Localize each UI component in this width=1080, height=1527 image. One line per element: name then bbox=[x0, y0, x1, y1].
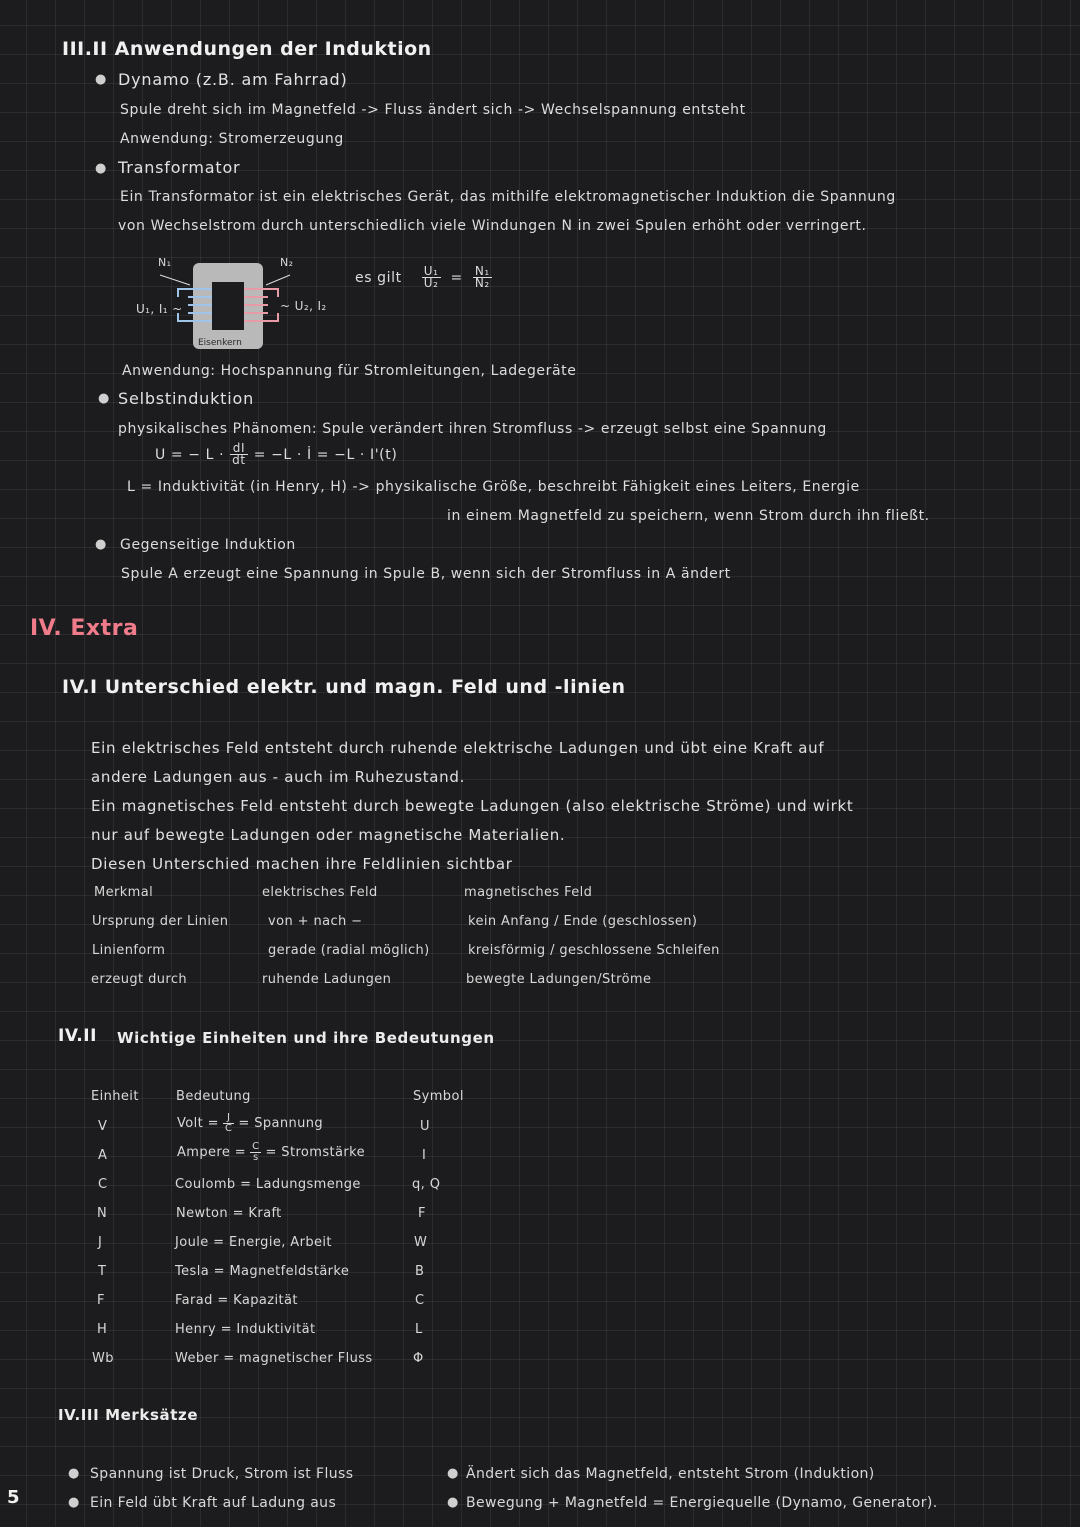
section-4-1-title: IV.I Unterschied elektr. und magn. Feld und -linien bbox=[62, 676, 626, 698]
selbstinduktion-formula bbox=[155, 443, 397, 466]
dynamo-line-1: Spule dreht sich im Magnetfeld -> Fluss ändert sich -> Wechselspannung entsteht bbox=[120, 102, 746, 118]
meaning-cell: Farad = Kapazität bbox=[175, 1293, 298, 1308]
meaning-pre: Ampere = bbox=[177, 1145, 247, 1160]
n1: N₁ bbox=[474, 264, 490, 278]
bullet-dot: ● bbox=[95, 161, 107, 176]
fraction-num: C bbox=[252, 1141, 260, 1152]
unit-cell: T bbox=[98, 1264, 107, 1279]
section-4-2-title: Wichtige Einheiten und ihre Bedeutungen bbox=[117, 1029, 495, 1047]
merksatz-left-2: Ein Feld übt Kraft auf Ladung aus bbox=[90, 1495, 337, 1511]
inductance-line-2: in einem Magnetfeld zu speichern, wenn Strom durch ihn fließt. bbox=[447, 508, 930, 524]
meaning-pre: Volt = bbox=[177, 1116, 219, 1131]
meaning-cell: Weber = magnetischer Fluss bbox=[175, 1351, 373, 1366]
symbol-cell: I bbox=[422, 1148, 427, 1163]
n2-label: N₂ bbox=[280, 256, 294, 269]
formula-end: = −L · İ = −L · I'(t) bbox=[253, 446, 398, 463]
gegenseitige-label: Gegenseitige Induktion bbox=[120, 537, 296, 553]
dt: dt bbox=[232, 453, 246, 467]
merksatz-left-1: Spannung ist Druck, Strom ist Fluss bbox=[90, 1466, 354, 1482]
di: dI bbox=[230, 443, 248, 455]
merksatz-right-1: Ändert sich das Magnetfeld, entsteht Strom (Induktion) bbox=[466, 1466, 875, 1482]
u2: U₂ bbox=[423, 276, 439, 290]
dynamo-label: Dynamo (z.B. am Fahrrad) bbox=[118, 70, 348, 89]
transformator-line-2: von Wechselstrom durch unterschiedlich viele Windungen N in zwei Spulen erhöht oder verringert. bbox=[118, 218, 867, 234]
symbol-cell: C bbox=[415, 1293, 425, 1308]
table-cell: kreisförmig / geschlossene Schleifen bbox=[468, 943, 720, 958]
bullet-dot: ● bbox=[95, 72, 107, 87]
table-header-merkmal: Merkmal bbox=[94, 885, 154, 900]
meaning-post: = Spannung bbox=[238, 1116, 324, 1131]
unit-cell: H bbox=[97, 1322, 108, 1337]
bullet-dot: ● bbox=[447, 1466, 459, 1481]
meaning-cell: Henry = Induktivität bbox=[175, 1322, 316, 1337]
core-label: Eisenkern bbox=[198, 338, 242, 348]
symbol-cell: B bbox=[415, 1264, 425, 1279]
table-header-electric: elektrisches Feld bbox=[262, 885, 378, 900]
unit-cell: J bbox=[98, 1235, 103, 1250]
voltage-ratio bbox=[422, 266, 441, 289]
page-number: 5 bbox=[7, 1487, 20, 1508]
unit-cell: N bbox=[97, 1206, 108, 1221]
n1-label: N₁ bbox=[158, 256, 172, 269]
units-header-meaning: Bedeutung bbox=[176, 1089, 251, 1104]
symbol-cell: U bbox=[420, 1119, 430, 1134]
meaning-cell bbox=[177, 1142, 365, 1163]
table-cell: Linienform bbox=[92, 943, 166, 958]
secondary-label: ~ U₂, I₂ bbox=[280, 299, 327, 313]
symbol-cell: W bbox=[414, 1235, 428, 1250]
bullet-dot: ● bbox=[95, 537, 107, 552]
winding-ratio bbox=[473, 266, 492, 289]
unit-cell: Wb bbox=[92, 1351, 114, 1366]
transformer-formula bbox=[355, 266, 492, 289]
transformer-diagram bbox=[130, 255, 340, 355]
unit-cell: F bbox=[97, 1293, 105, 1308]
transformator-label: Transformator bbox=[118, 158, 241, 177]
table-cell: erzeugt durch bbox=[91, 972, 188, 987]
field-para-2: andere Ladungen aus - auch im Ruhezustand. bbox=[91, 768, 466, 786]
section-4-2-number: IV.II bbox=[58, 1026, 97, 1046]
field-para-3: Ein magnetisches Feld entsteht durch bewegte Ladungen (also elektrische Ströme) und wirkt bbox=[91, 797, 854, 815]
meaning-cell: Newton = Kraft bbox=[176, 1206, 282, 1221]
meaning-cell bbox=[177, 1113, 323, 1134]
table-cell: bewegte Ladungen/Ströme bbox=[466, 972, 652, 987]
gegenseitige-line-1: Spule A erzeugt eine Spannung in Spule B, wenn sich der Stromfluss in A ändert bbox=[121, 566, 731, 582]
u1: U₁ bbox=[423, 264, 439, 278]
primary-label: U₁, I₁ ~ bbox=[136, 302, 183, 316]
dynamo-line-2: Anwendung: Stromerzeugung bbox=[120, 131, 344, 147]
table-cell: von + nach − bbox=[268, 914, 363, 929]
bullet-dot: ● bbox=[98, 391, 110, 406]
section-4-3-title: IV.III Merksätze bbox=[58, 1406, 199, 1424]
equals-sign: = bbox=[450, 269, 463, 286]
meaning-fraction bbox=[250, 1142, 261, 1163]
table-cell: Ursprung der Linien bbox=[92, 914, 229, 929]
transformator-line-1: Ein Transformator ist ein elektrisches Gerät, das mithilfe elektromagnetischer Induktion die Spannung bbox=[120, 189, 896, 205]
units-header-symbol: Symbol bbox=[413, 1089, 464, 1104]
inductance-line: L = Induktivität (in Henry, H) -> physikalische Größe, beschreibt Fähigkeit eines Leiters, Energie bbox=[127, 479, 860, 495]
core-window bbox=[212, 282, 244, 330]
units-header-unit: Einheit bbox=[91, 1089, 139, 1104]
meaning-cell: Joule = Energie, Arbeit bbox=[175, 1235, 332, 1250]
selbstinduktion-line-1: physikalisches Phänomen: Spule verändert ihren Stromfluss -> erzeugt selbst eine Spannung bbox=[118, 421, 827, 437]
meaning-cell: Tesla = Magnetfeldstärke bbox=[175, 1264, 350, 1279]
field-para-5: Diesen Unterschied machen ihre Feldlinien sichtbar bbox=[91, 855, 513, 873]
unit-cell: C bbox=[98, 1177, 108, 1192]
formula-prefix: es gilt bbox=[355, 269, 402, 286]
transformator-application: Anwendung: Hochspannung für Stromleitungen, Ladegeräte bbox=[122, 363, 577, 379]
symbol-cell: L bbox=[415, 1322, 423, 1337]
fraction-den: s bbox=[252, 1152, 259, 1163]
section-4-title: IV. Extra bbox=[30, 616, 139, 641]
table-cell: gerade (radial möglich) bbox=[268, 943, 430, 958]
symbol-cell: Φ bbox=[413, 1351, 424, 1366]
table-cell: kein Anfang / Ende (geschlossen) bbox=[468, 914, 698, 929]
bullet-dot: ● bbox=[68, 1495, 80, 1510]
unit-cell: A bbox=[98, 1148, 108, 1163]
selbstinduktion-label: Selbstinduktion bbox=[118, 389, 255, 408]
bullet-dot: ● bbox=[68, 1466, 80, 1481]
fraction-num: J bbox=[223, 1113, 234, 1124]
table-header-magnetic: magnetisches Feld bbox=[464, 885, 593, 900]
symbol-cell: F bbox=[418, 1206, 426, 1221]
symbol-cell: q, Q bbox=[412, 1177, 441, 1192]
di-dt bbox=[230, 443, 248, 466]
table-cell: ruhende Ladungen bbox=[262, 972, 392, 987]
fraction-den: C bbox=[224, 1123, 233, 1134]
formula-start: U = − L · bbox=[155, 446, 225, 463]
n2: N₂ bbox=[474, 276, 490, 290]
meaning-cell: Coulomb = Ladungsmenge bbox=[175, 1177, 361, 1192]
field-para-1: Ein elektrisches Feld entsteht durch ruhende elektrische Ladungen und übt eine Kraft auf bbox=[91, 739, 825, 757]
section-3-2-title: III.II Anwendungen der Induktion bbox=[62, 38, 432, 60]
meaning-fraction bbox=[223, 1113, 234, 1134]
meaning-post: = Stromstärke bbox=[265, 1145, 365, 1160]
field-para-4: nur auf bewegte Ladungen oder magnetische Materialien. bbox=[91, 826, 566, 844]
merksatz-right-2: Bewegung + Magnetfeld = Energiequelle (Dynamo, Generator). bbox=[466, 1495, 938, 1511]
bullet-dot: ● bbox=[447, 1495, 459, 1510]
unit-cell: V bbox=[98, 1119, 108, 1134]
